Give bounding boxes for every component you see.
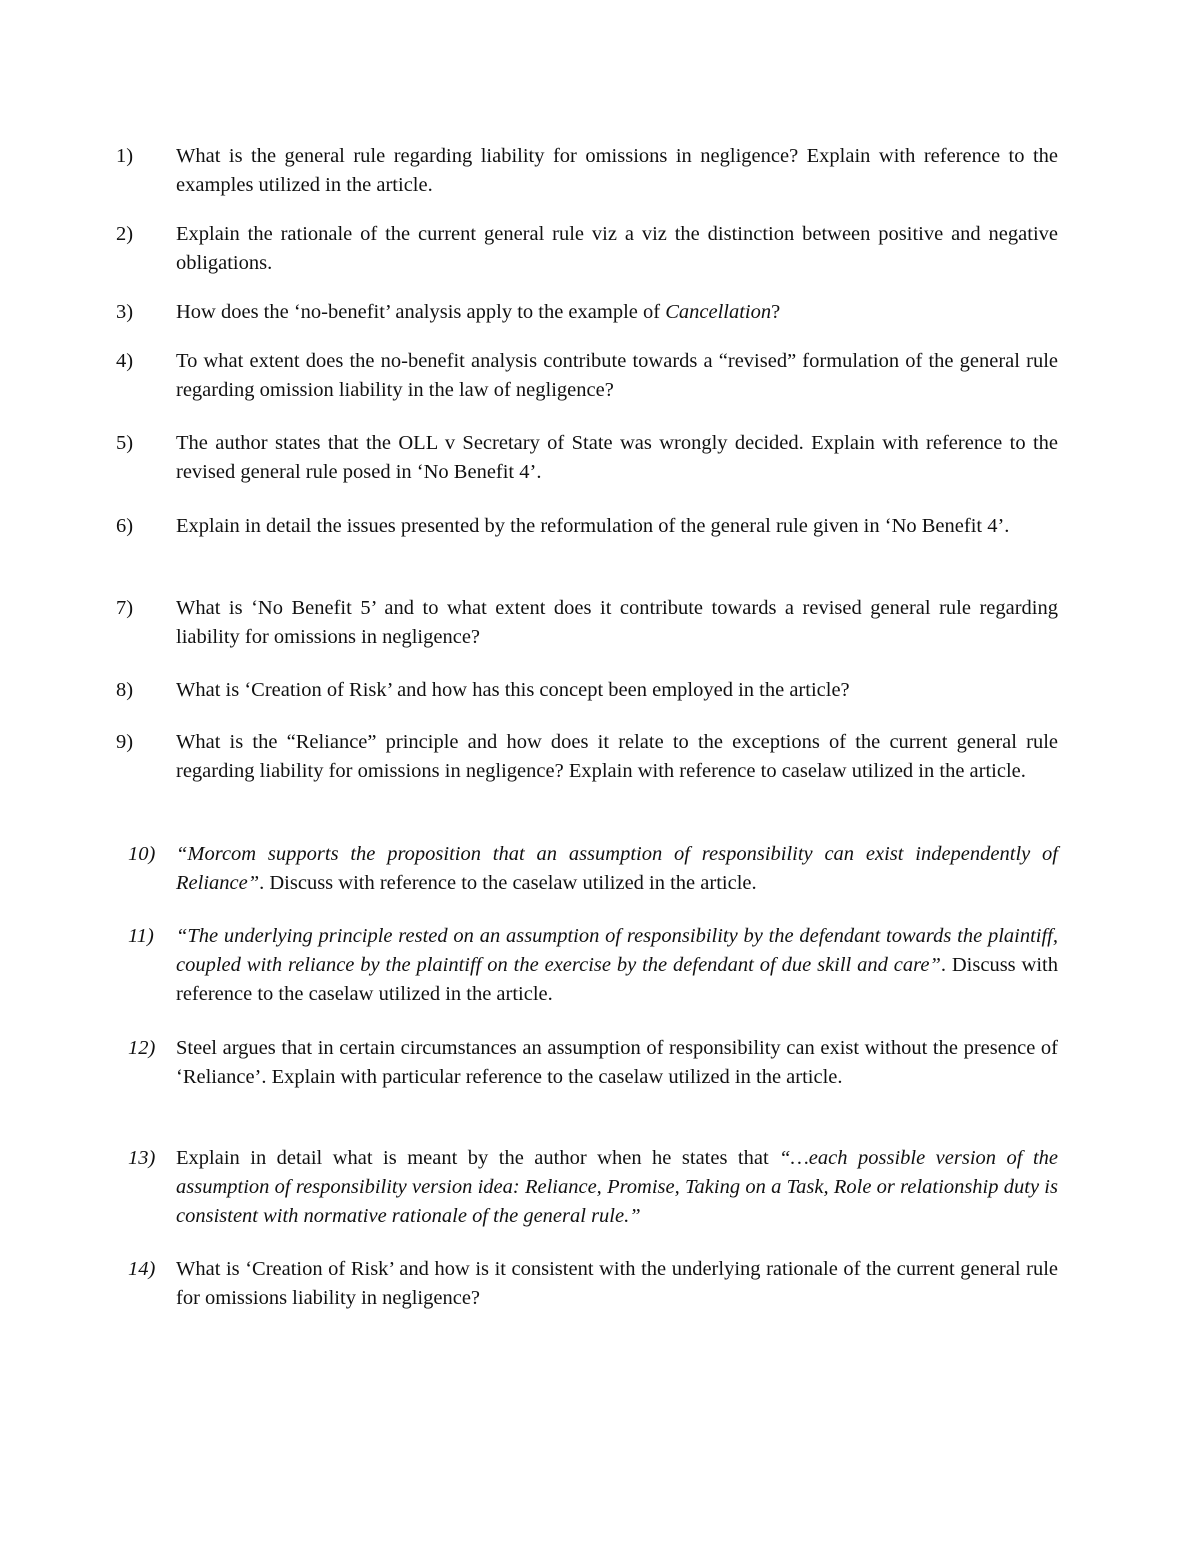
question-text: . Discuss with reference to the caselaw utilized in the article. (259, 872, 757, 894)
question-item (128, 922, 1058, 1009)
question-item (116, 220, 1058, 278)
question-number: 2) (116, 223, 134, 245)
question-text: The author states that the OLL v Secretary of State was wrongly decided. Explain with reference to the revised general rule posed in ‘No Benefit 4’. (176, 432, 1058, 483)
question-item (116, 347, 1058, 405)
question-number: 3) (116, 301, 134, 323)
question-number: 9) (116, 731, 134, 753)
question-number: 14) (128, 1258, 156, 1280)
question-number: 6) (116, 515, 134, 537)
question-text: ? (771, 301, 781, 323)
question-text: To what extent does the no-benefit analysis contribute towards a “revised” formulation of the general rule regarding omission liability in the law of negligence? (176, 350, 1058, 401)
question-number: 4) (116, 350, 134, 372)
question-text: What is ‘Creation of Risk’ and how has this concept been employed in the article? (176, 679, 850, 701)
question-item (116, 512, 1058, 541)
question-text: Explain in detail what is meant by the author when he states that (176, 1147, 780, 1169)
question-text: What is ‘Creation of Risk’ and how is it consistent with the underlying rationale of the current general rule for omissions liability in negligence? (176, 1258, 1058, 1309)
question-item (116, 728, 1058, 786)
question-text: Steel argues that in certain circumstances an assumption of responsibility can exist without the presence of ‘Reliance’. Explain with particular reference to the caselaw utilized in the article. (176, 1037, 1058, 1088)
question-number: 5) (116, 432, 134, 454)
question-number: 10) (128, 843, 156, 865)
question-text: Explain in detail the issues presented by the reformulation of the general rule given in ‘No Benefit 4’. (176, 515, 1010, 537)
question-text-italic: “…each possible version of the assumption of responsibility version idea: Reliance, Promise, Taking on a Task, Role or relationship duty is consistent with normative rationale of the general rule.” (176, 1147, 1058, 1227)
question-item (116, 594, 1058, 652)
question-text: What is the “Reliance” principle and how does it relate to the exceptions of the current general rule regarding liability for omissions in negligence? Explain with reference to caselaw utilized in the article. (176, 731, 1058, 782)
question-item (116, 429, 1058, 487)
question-text: . Discuss with reference to the caselaw utilized in the article. (176, 954, 1058, 1005)
question-item (116, 142, 1058, 200)
question-item (128, 1034, 1058, 1092)
question-number: 8) (116, 679, 134, 701)
question-number: 11) (128, 925, 154, 947)
question-text-italic: “Morcom supports the proposition that an assumption of responsibility can exist independently of Reliance” (176, 843, 1058, 894)
question-item (116, 676, 1058, 705)
question-item (128, 1255, 1058, 1313)
question-number: 1) (116, 145, 134, 167)
question-number: 12) (128, 1037, 156, 1059)
question-text: How does the ‘no-benefit’ analysis apply to the example of (176, 301, 666, 323)
question-item (116, 298, 1058, 327)
question-item (128, 840, 1058, 898)
question-text: Explain the rationale of the current general rule viz a viz the distinction between positive and negative obligations. (176, 223, 1058, 274)
question-text-italic: Cancellation (665, 301, 772, 323)
question-text: What is ‘No Benefit 5’ and to what extent does it contribute towards a revised general rule regarding liability for omissions in negligence? (176, 597, 1058, 648)
question-text: What is the general rule regarding liability for omissions in negligence? Explain with reference to the examples utilized in the article. (176, 145, 1058, 196)
question-number: 13) (128, 1147, 156, 1169)
question-item (128, 1144, 1058, 1231)
question-text-italic: “The underlying principle rested on an assumption of responsibility by the defendant towards the plaintiff, coupled with reliance by the plaintiff on the exercise by the defendant of due skill and care” (176, 925, 1058, 976)
question-number: 7) (116, 597, 134, 619)
